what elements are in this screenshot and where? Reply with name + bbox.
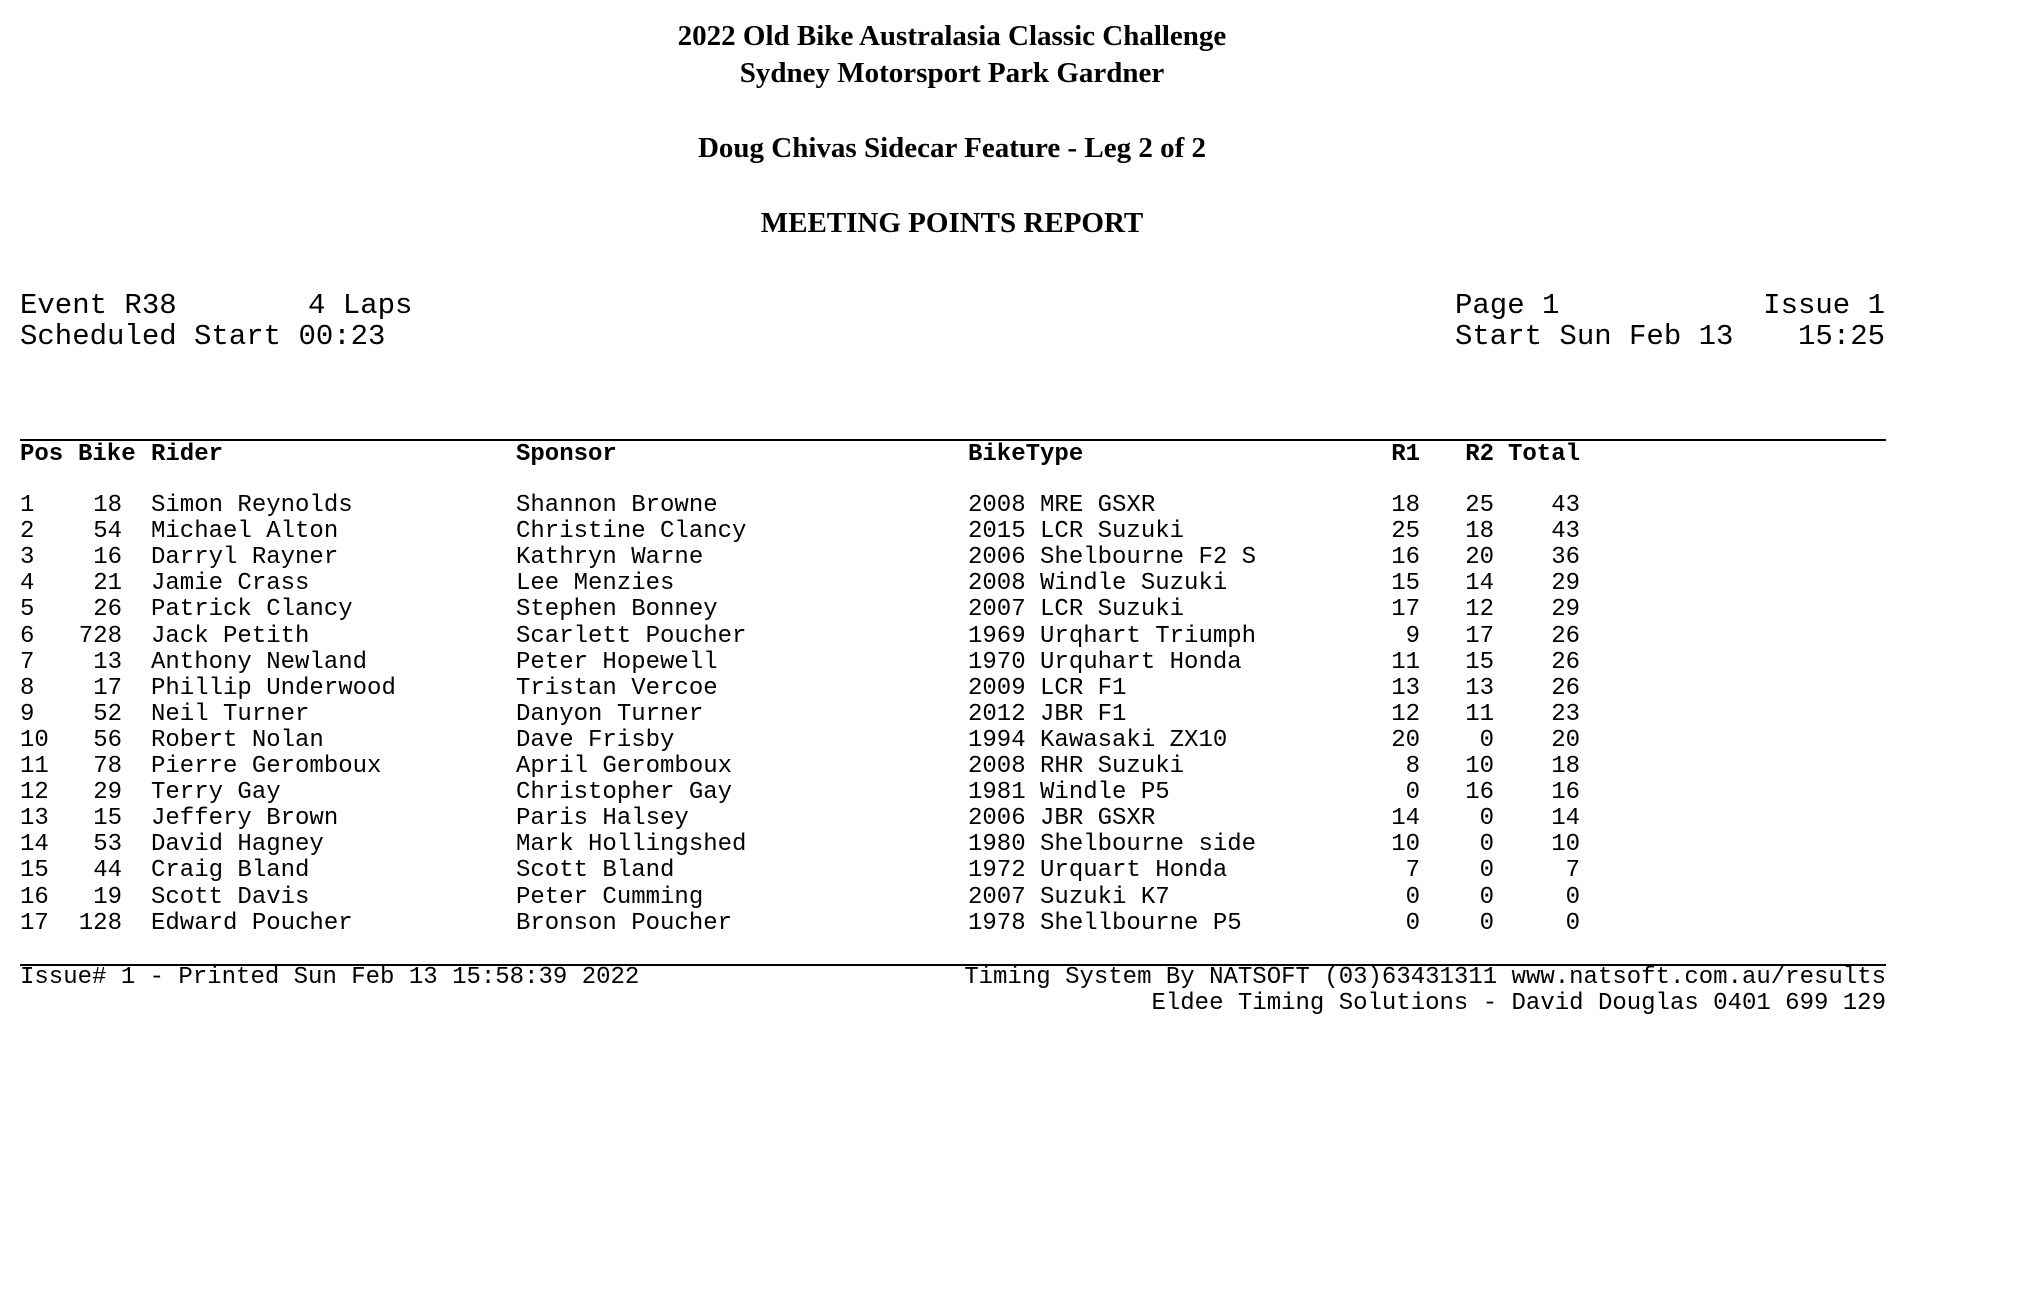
cell-bike: 78 <box>93 753 122 780</box>
cell-total: 23 <box>1551 700 1580 728</box>
cell-pos: 5 <box>20 596 35 624</box>
cell-r1: 15 <box>1391 570 1420 598</box>
cell-biketype: 2008 RHR Suzuki <box>968 753 1185 780</box>
cell-rider: Jamie Crass <box>151 570 310 598</box>
cell-r1: 9 <box>1405 622 1420 650</box>
cell-rider: Darryl Rayner <box>151 544 339 572</box>
cell-bike: 29 <box>93 779 122 807</box>
cell-total: 29 <box>1551 596 1580 624</box>
cell-r1: 0 <box>1405 779 1420 807</box>
start-date: Start Sun Feb 13 <box>1455 320 1734 353</box>
cell-rider: Patrick Clancy <box>151 596 353 624</box>
cell-pos: 1 <box>20 492 35 519</box>
cell-r2: 11 <box>1465 700 1494 728</box>
cell-bike: 728 <box>78 622 122 650</box>
cell-bike: 13 <box>93 648 122 676</box>
cell-rider: Terry Gay <box>151 779 281 807</box>
cell-r1: 13 <box>1391 674 1420 702</box>
cell-total: 26 <box>1551 622 1580 650</box>
cell-biketype: 2007 Suzuki K7 <box>968 883 1170 911</box>
cell-pos: 7 <box>20 648 35 676</box>
cell-r2: 25 <box>1465 492 1494 519</box>
cell-bike: 26 <box>93 596 122 624</box>
cell-pos: 4 <box>20 570 35 598</box>
cell-rider: Michael Alton <box>151 518 339 546</box>
cell-r1: 7 <box>1405 857 1420 885</box>
cell-biketype: 1980 Shelbourne side <box>968 831 1257 859</box>
cell-r1: 14 <box>1391 805 1420 833</box>
cell-bike: 53 <box>93 831 122 859</box>
cell-rider: Simon Reynolds <box>151 492 353 519</box>
cell-bike: 56 <box>93 726 122 754</box>
cell-r1: 20 <box>1391 726 1420 754</box>
cell-pos: 8 <box>20 674 35 702</box>
cell-pos: 3 <box>20 544 35 572</box>
cell-total: 0 <box>1565 883 1580 911</box>
col-header-pos: Pos <box>20 441 64 468</box>
cell-biketype: 2008 Windle Suzuki <box>968 570 1228 598</box>
report-title: 2022 Old Bike Australasia Classic Challenge <box>677 20 1227 52</box>
cell-biketype: 2012 JBR F1 <box>968 700 1127 728</box>
cell-rider: Pierre Geromboux <box>151 753 382 780</box>
cell-pos: 6 <box>20 622 35 650</box>
cell-sponsor: April Geromboux <box>516 753 733 780</box>
cell-sponsor: Scarlett Poucher <box>516 622 747 650</box>
cell-total: 16 <box>1551 779 1580 807</box>
cell-total: 14 <box>1551 805 1580 833</box>
cell-total: 26 <box>1551 648 1580 676</box>
cell-total: 29 <box>1551 570 1580 598</box>
cell-rider: Jack Petith <box>151 622 310 650</box>
cell-rider: Jeffery Brown <box>151 805 339 833</box>
issue-label: Issue 1 <box>1763 289 1885 322</box>
cell-biketype: 2015 LCR Suzuki <box>968 518 1185 546</box>
cell-r2: 17 <box>1465 622 1494 650</box>
cell-bike: 54 <box>93 518 122 546</box>
cell-total: 7 <box>1565 857 1580 885</box>
cell-sponsor: Paris Halsey <box>516 805 689 833</box>
header-divider <box>20 439 1886 441</box>
cell-pos: 2 <box>20 518 35 546</box>
cell-sponsor: Lee Menzies <box>516 570 675 598</box>
cell-rider: Neil Turner <box>151 700 310 728</box>
cell-pos: 17 <box>20 909 49 937</box>
cell-pos: 11 <box>20 753 49 780</box>
cell-r1: 25 <box>1391 518 1420 546</box>
timing-system-credit: Timing System By NATSOFT (03)63431311 www.natsoft.com.au/results <box>964 964 1886 991</box>
cell-rider: Scott Davis <box>151 883 310 911</box>
cell-rider: Robert Nolan <box>151 726 324 754</box>
cell-r2: 0 <box>1479 857 1494 885</box>
cell-r1: 16 <box>1391 544 1420 572</box>
cell-sponsor: Danyon Turner <box>516 700 704 728</box>
cell-bike: 128 <box>78 909 122 937</box>
cell-r2: 0 <box>1479 909 1494 937</box>
cell-biketype: 1981 Windle P5 <box>968 779 1170 807</box>
cell-r1: 12 <box>1391 700 1420 728</box>
cell-r2: 0 <box>1479 831 1494 859</box>
page-label: Page 1 <box>1455 289 1560 322</box>
cell-r1: 10 <box>1391 831 1420 859</box>
cell-sponsor: Kathryn Warne <box>516 544 704 572</box>
cell-sponsor: Christine Clancy <box>516 518 747 546</box>
cell-total: 36 <box>1551 544 1580 572</box>
cell-sponsor: Peter Hopewell <box>516 648 718 676</box>
cell-rider: Anthony Newland <box>151 648 368 676</box>
cell-rider: David Hagney <box>151 831 324 859</box>
cell-bike: 17 <box>93 674 122 702</box>
cell-pos: 9 <box>20 700 35 728</box>
cell-r2: 0 <box>1479 805 1494 833</box>
col-header-sponsor: Sponsor <box>516 441 617 468</box>
cell-bike: 15 <box>93 805 122 833</box>
cell-biketype: 2007 LCR Suzuki <box>968 596 1185 624</box>
col-header-total: Total <box>1507 441 1580 468</box>
col-header-rider: Rider <box>151 441 224 468</box>
cell-r1: 17 <box>1391 596 1420 624</box>
cell-rider: Phillip Underwood <box>151 674 396 702</box>
cell-r2: 16 <box>1465 779 1494 807</box>
cell-r1: 0 <box>1405 883 1420 911</box>
cell-pos: 12 <box>20 779 49 807</box>
col-header-r1: R1 <box>1391 441 1420 468</box>
cell-r2: 14 <box>1465 570 1494 598</box>
cell-biketype: 2006 Shelbourne F2 S <box>968 544 1257 572</box>
cell-pos: 16 <box>20 883 49 911</box>
cell-biketype: 2008 MRE GSXR <box>968 492 1156 519</box>
scheduled-start: Scheduled Start 00:23 <box>20 320 386 353</box>
cell-r2: 15 <box>1465 648 1494 676</box>
report-type-title: MEETING POINTS REPORT <box>760 207 1144 239</box>
cell-biketype: 1969 Urqhart Triumph <box>968 622 1257 650</box>
cell-total: 43 <box>1551 492 1580 519</box>
cell-sponsor: Dave Frisby <box>516 726 675 754</box>
cell-pos: 10 <box>20 726 49 754</box>
cell-r2: 10 <box>1465 753 1494 780</box>
timing-solutions-credit: Eldee Timing Solutions - David Douglas 0401 699 129 <box>1151 990 1886 1017</box>
cell-r1: 11 <box>1391 648 1420 676</box>
cell-biketype: 2006 JBR GSXR <box>968 805 1156 833</box>
laps-label: 4 Laps <box>308 289 413 322</box>
col-header-bike: Bike <box>78 441 136 468</box>
cell-total: 43 <box>1551 518 1580 546</box>
cell-r2: 13 <box>1465 674 1494 702</box>
cell-total: 0 <box>1565 909 1580 937</box>
cell-r2: 0 <box>1479 726 1494 754</box>
cell-sponsor: Shannon Browne <box>516 492 718 519</box>
event-label: Event R38 <box>20 289 177 322</box>
cell-rider: Craig Bland <box>151 857 310 885</box>
cell-pos: 13 <box>20 805 49 833</box>
cell-sponsor: Bronson Poucher <box>516 909 733 937</box>
cell-bike: 18 <box>93 492 122 519</box>
cell-r1: 18 <box>1391 492 1420 519</box>
cell-biketype: 2009 LCR F1 <box>968 674 1127 702</box>
printed-info: Issue# 1 - Printed Sun Feb 13 15:58:39 2022 <box>20 964 640 991</box>
cell-r2: 12 <box>1465 596 1494 624</box>
cell-biketype: 1978 Shellbourne P5 <box>968 909 1242 937</box>
cell-r2: 0 <box>1479 883 1494 911</box>
cell-r1: 0 <box>1405 909 1420 937</box>
col-header-r2: R2 <box>1465 441 1494 468</box>
cell-sponsor: Mark Hollingshed <box>516 831 747 859</box>
cell-bike: 52 <box>93 700 122 728</box>
cell-sponsor: Scott Bland <box>516 857 675 885</box>
cell-r2: 18 <box>1465 518 1494 546</box>
cell-bike: 44 <box>93 857 122 885</box>
race-title: Doug Chivas Sidecar Feature - Leg 2 of 2 <box>697 132 1206 164</box>
cell-bike: 19 <box>93 883 122 911</box>
cell-total: 10 <box>1551 831 1580 859</box>
cell-sponsor: Tristan Vercoe <box>516 674 718 702</box>
cell-total: 26 <box>1551 674 1580 702</box>
cell-biketype: 1972 Urquart Honda <box>968 857 1228 885</box>
cell-biketype: 1994 Kawasaki ZX10 <box>968 726 1228 754</box>
cell-bike: 16 <box>93 544 122 572</box>
start-time: 15:25 <box>1797 320 1885 353</box>
cell-total: 18 <box>1551 753 1580 780</box>
cell-bike: 21 <box>93 570 122 598</box>
cell-total: 20 <box>1551 726 1580 754</box>
cell-pos: 15 <box>20 857 49 885</box>
cell-r1: 8 <box>1405 753 1420 780</box>
cell-sponsor: Stephen Bonney <box>516 596 718 624</box>
col-header-biketype: BikeType <box>968 441 1084 468</box>
cell-r2: 20 <box>1465 544 1494 572</box>
cell-biketype: 1970 Urquhart Honda <box>968 648 1242 676</box>
cell-rider: Edward Poucher <box>151 909 353 937</box>
cell-pos: 14 <box>20 831 49 859</box>
cell-sponsor: Peter Cumming <box>516 883 704 911</box>
venue-title: Sydney Motorsport Park Gardner <box>739 57 1165 89</box>
cell-sponsor: Christopher Gay <box>516 779 733 807</box>
